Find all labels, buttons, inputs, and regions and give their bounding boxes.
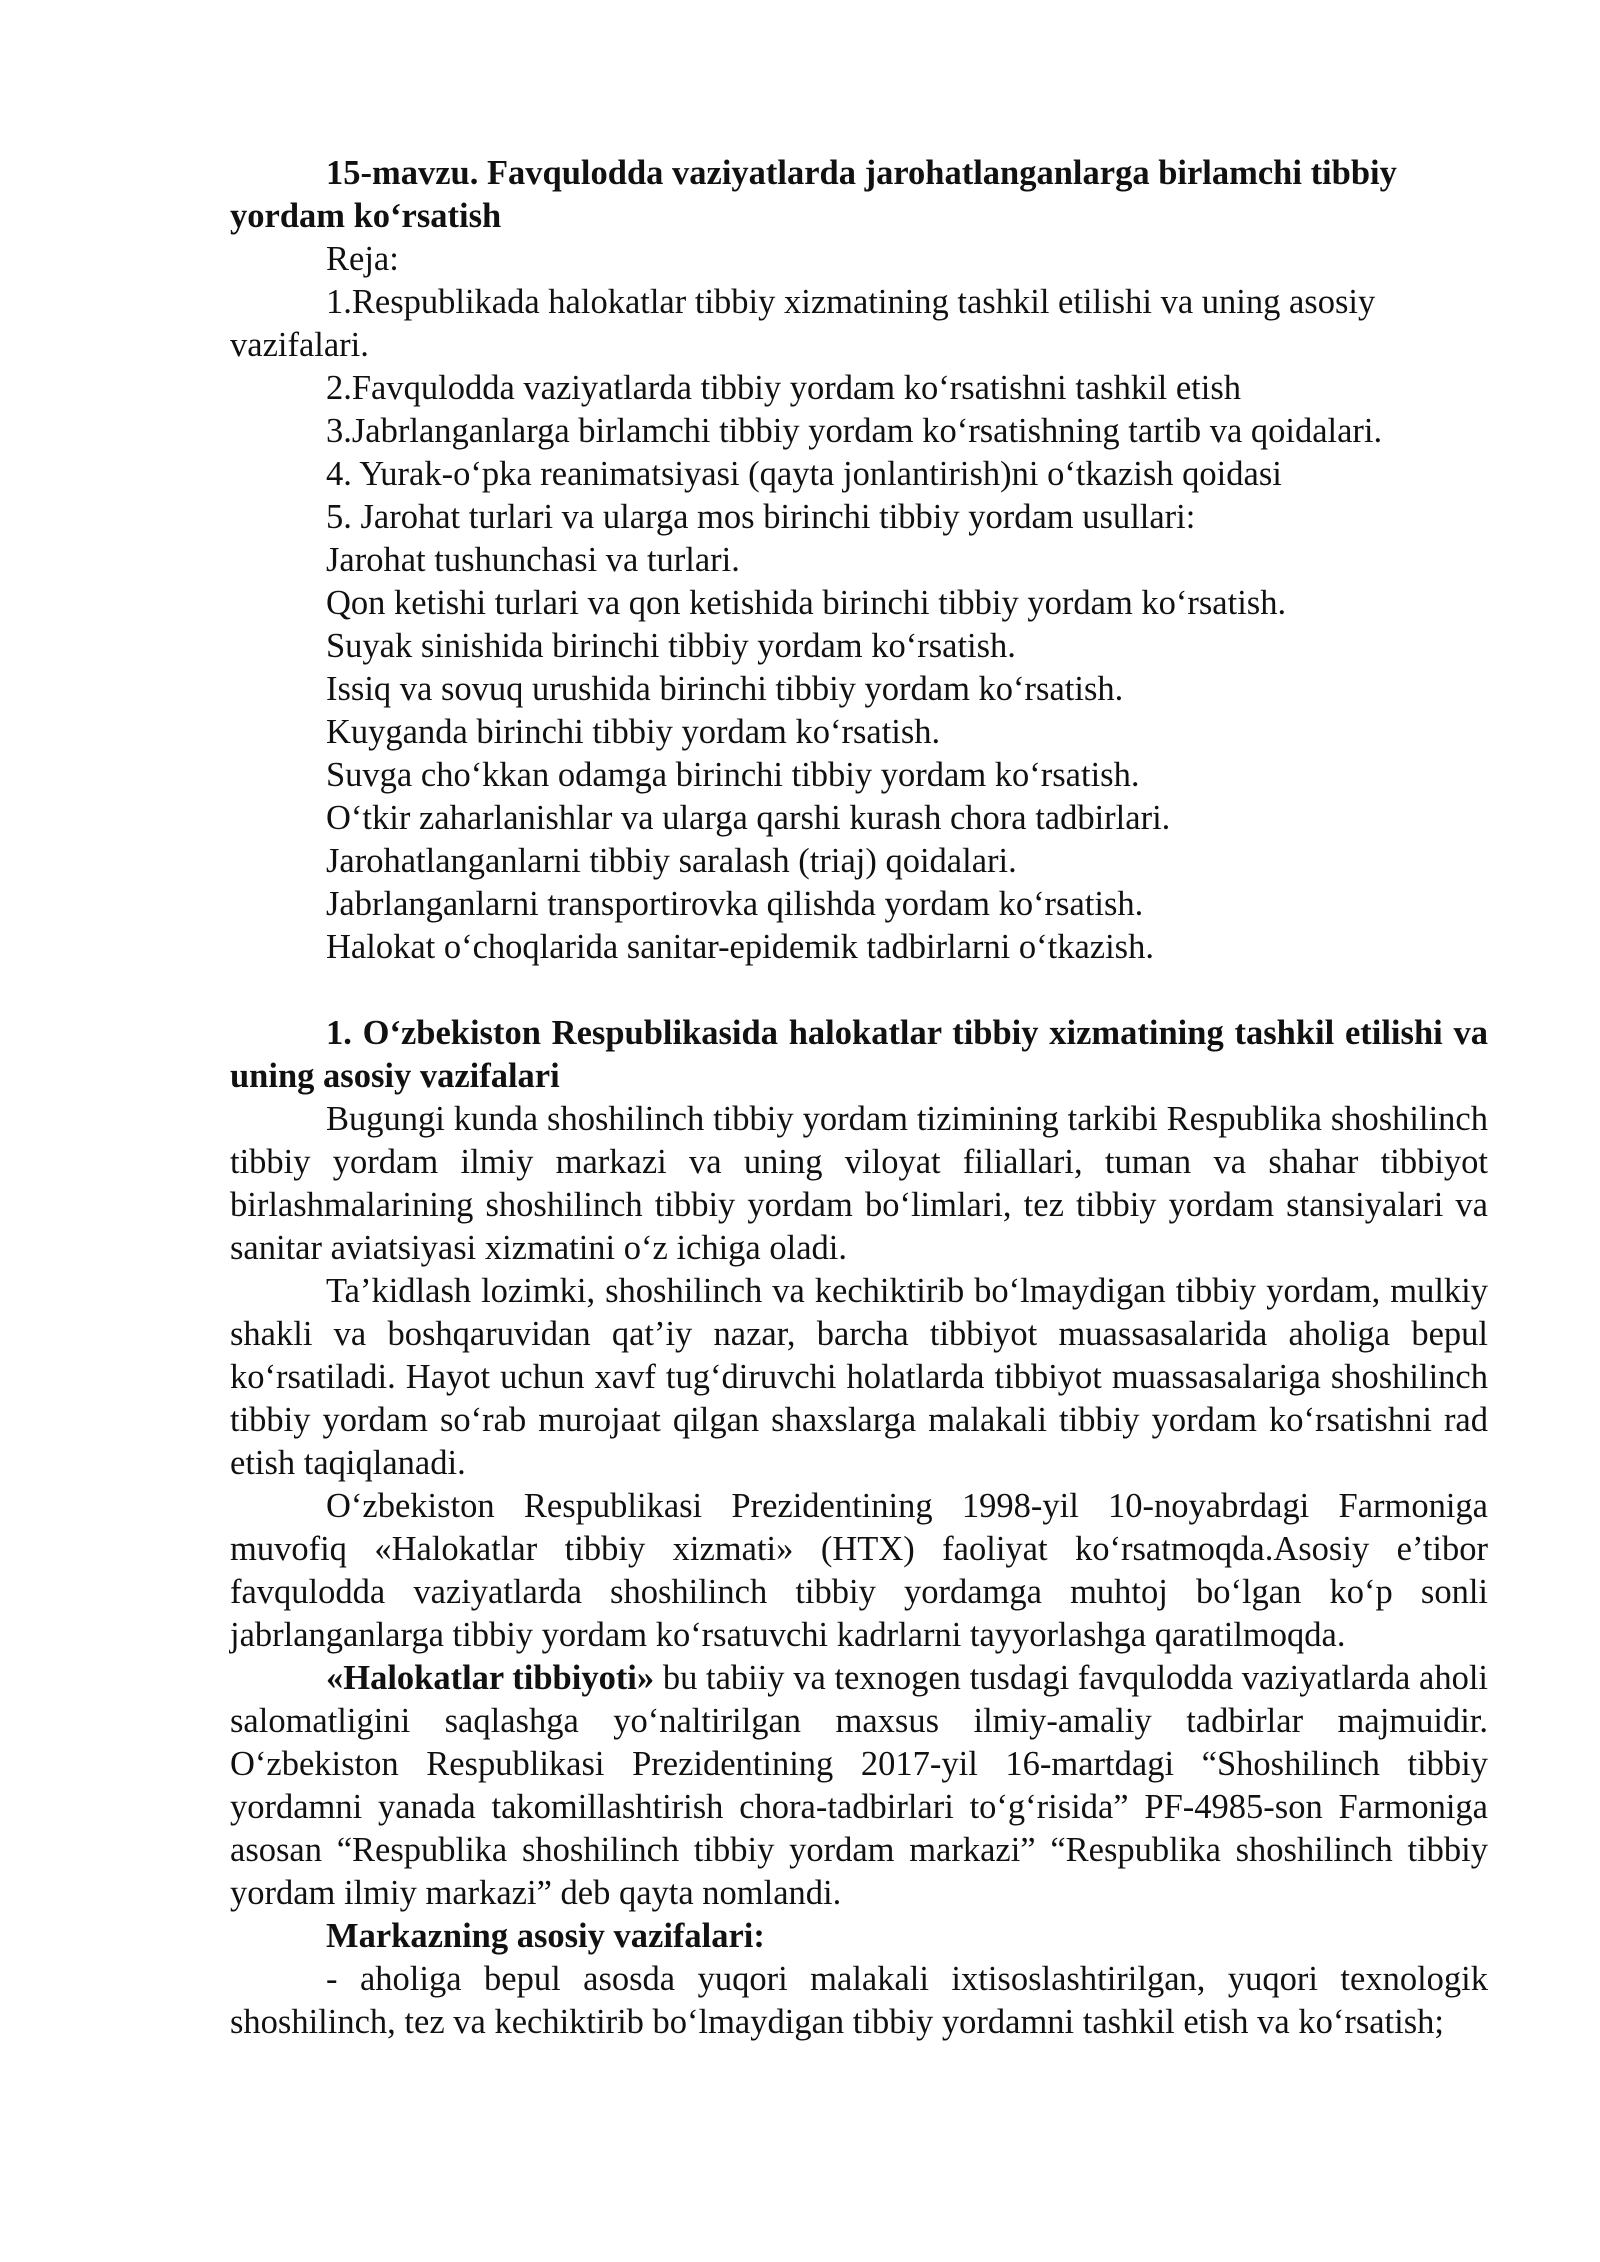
paragraph: Bugungi kunda shoshilinch tibbiy yordam tizimining tarkibi Respublika shoshilinch tibbiy yordam ilmiy markazi va uning viloyat filiallari, tuman va shahar tibbiyot birlashmalarining shoshilinch tibbiy yordam boʻlimlari, tez tibbiy yordam stansiyalari va sanitar aviatsiyasi xizmatini oʻz ichiga oladi. xyxy=(230,1100,1488,1267)
document-page xyxy=(230,152,1488,2044)
plan-item: Kuyganda birinchi tibbiy yordam koʻrsatish. xyxy=(326,713,941,751)
plan-item: Jarohatlanganlarni tibbiy saralash (triaj) qoidalari. xyxy=(326,842,1017,880)
plan-list xyxy=(230,367,1488,969)
plan-item: Oʻtkir zaharlanishlar va ularga qarshi kurash chora tadbirlari. xyxy=(326,799,1171,837)
spacer xyxy=(230,969,1488,1012)
plan-item: 3.Jabrlanganlarga birlamchi tibbiy yordam koʻrsatishning tartib va qoidalari. xyxy=(326,412,1383,450)
plan-item: 5. Jarohat turlari va ularga mos birinchi tibbiy yordam usullari: xyxy=(326,498,1196,536)
plan-item: Suvga choʻkkan odamga birinchi tibbiy yordam koʻrsatish. xyxy=(326,756,1140,794)
paragraph-text: bu tabiiy va texnogen tusdagi favqulodda vaziyatlarda aholi salomatligini saqlashga yoʻnaltirilgan maxsus ilmiy-amaliy tadbirlar majmuidir. Oʻzbekiston Respublikasi Prezidentining 2017-yil 16-martdagi “Shoshilinch tibbiy yordamni yanada takomillashtirish chora-tadbirlari toʻgʻrisida” PF-4985-son Farmoniga asosan “Respublika shoshilinch tibbiy yordam markazi” “Respublika shoshilinch tibbiy yordam ilmiy markazi” deb qayta nomlandi. xyxy=(230,1659,1488,1912)
plan-item: 1.Respublikada halokatlar tibbiy xizmatining tashkil etilishi va uning asosiy vazifalari. xyxy=(230,283,1376,364)
term-bold: «Halokatlar tibbiyoti» xyxy=(326,1659,655,1697)
plan-item: Qon ketishi turlari va qon ketishida birinchi tibbiy yordam koʻrsatish. xyxy=(326,584,1287,622)
plan-item: 2.Favqulodda vaziyatlarda tibbiy yordam koʻrsatishni tashkil etish xyxy=(326,369,1242,407)
plan-item: Jarohat tushunchasi va turlari. xyxy=(326,541,740,579)
paragraph: Ta’kidlash lozimki, shoshilinch va kechiktirib boʻlmaydigan tibbiy yordam, mulkiy shakli va boshqaruvidan qat’iy nazar, barcha tibbiyot muassasalarida aholiga bepul koʻrsatiladi. Hayot uchun xavf tugʻdiruvchi holatlarda tibbiyot muassasalariga shoshilinch tibbiy yordam soʻrab murojaat qilgan shaxslarga malakali tibbiy yordam koʻrsatishni rad etish taqiqlanadi. xyxy=(230,1272,1488,1482)
plan-item: Issiq va sovuq urushida birinchi tibbiy yordam koʻrsatish. xyxy=(326,670,1124,708)
plan-item: Halokat oʻchoqlarida sanitar-epidemik tadbirlarni oʻtkazish. xyxy=(326,928,1154,966)
paragraph: Oʻzbekiston Respublikasi Prezidentining 1998-yil 10-noyabrdagi Farmoniga muvofiq «Halokatlar tibbiy xizmati» (HTX) faoliyat koʻrsatmoqda.Asosiy e’tibor favqulodda vaziyatlarda shoshilinch tibbiy yordamga muhtoj boʻlgan koʻp sonli jabrlanganlarga tibbiy yordam koʻrsatuvchi kadrlarni tayyorlashga qaratilmoqda. xyxy=(230,1487,1488,1654)
paragraph xyxy=(230,1657,1488,1915)
plan-item: Suyak sinishida birinchi tibbiy yordam koʻrsatish. xyxy=(326,627,1016,665)
subheading: Markazning asosiy vazifalari: xyxy=(326,1917,765,1955)
document-title: 15-mavzu. Favqulodda vaziyatlarda jarohatlanganlarga birlamchi tibbiy yordam koʻrsatish xyxy=(230,154,1397,235)
list-item: - aholiga bepul asosda yuqori malakali ixtisoslashtirilgan, yuqori texnologik shoshilinch, tez va kechiktirib boʻlmaydigan tibbiy yordamni tashkil etish va koʻrsatish; xyxy=(230,1960,1488,2041)
plan-item: Jabrlanganlarni transportirovka qilishda yordam koʻrsatish. xyxy=(326,885,1144,923)
plan-item: 4. Yurak-oʻpka reanimatsiyasi (qayta jonlantirish)ni oʻtkazish qoidasi xyxy=(326,455,1282,493)
section-title: 1. Oʻzbekiston Respublikasida halokatlar tibbiy xizmatining tashkil etilishi va uning asosiy vazifalari xyxy=(230,1014,1488,1095)
plan-label: Reja: xyxy=(326,240,399,278)
